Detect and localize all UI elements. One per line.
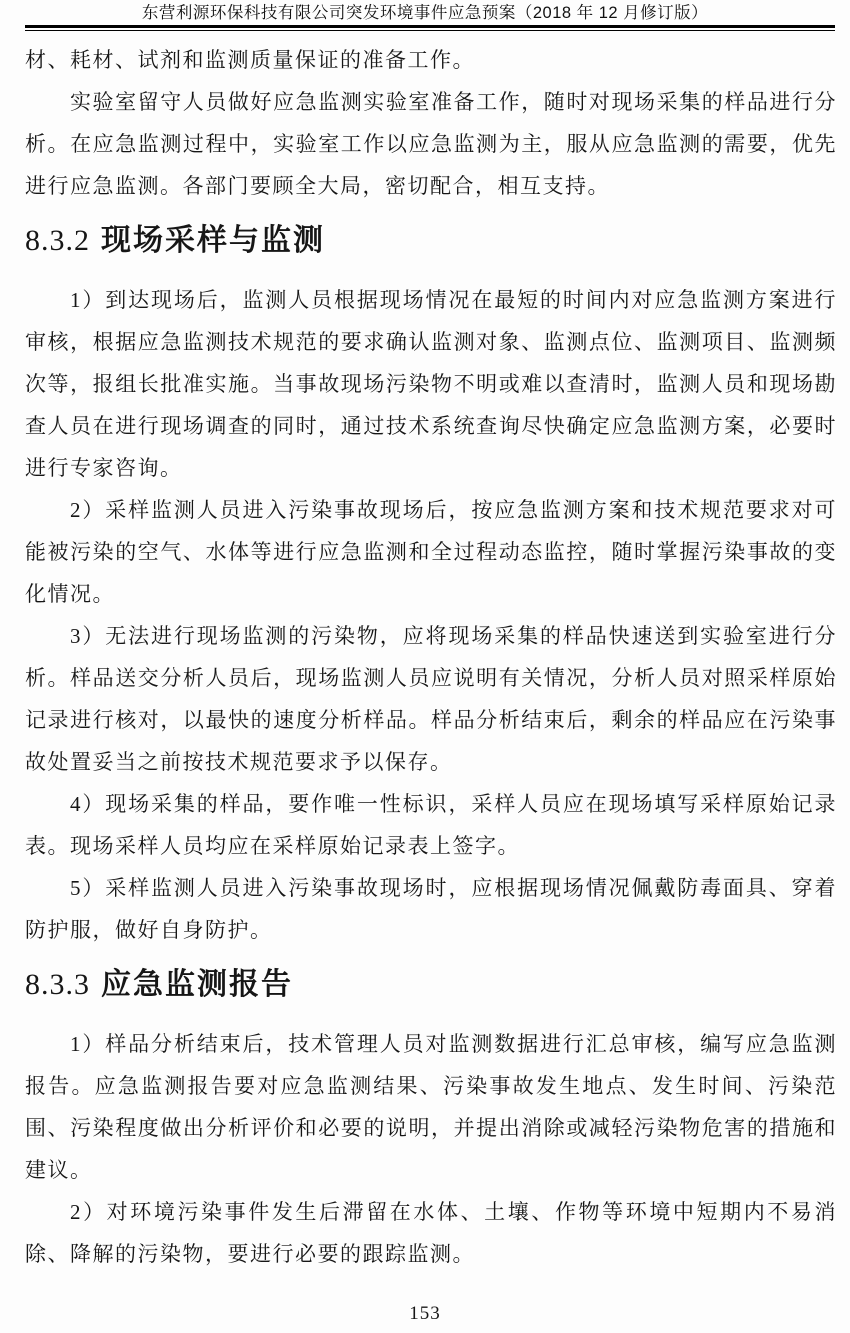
list-item: 1）样品分析结束后，技术管理人员对监测数据进行汇总审核，编写应急监测报告。应急监测报告要对应急监测结果、污染事故发生地点、发生时间、污染范围、污染程度做出分析评价和必要的说明，并提出消除或减轻污染物危害的措施和建议。 [25,1032,837,1182]
list-item: 4）现场采集的样品，要作唯一性标识，采样人员应在现场填写采样原始记录表。现场采样人员均应在采样原始记录表上签字。 [25,792,837,858]
page-header [0,0,850,31]
header-title: 东营利源环保科技有限公司突发环境事件应急预案（2018 年 12 月修订版） [141,4,709,22]
list-item: 3）无法进行现场监测的污染物，应将现场采集的样品快速送到实验室进行分析。样品送交分析人员后，现场监测人员应说明有关情况，分析人员对照采样原始记录进行核对，以最快的速度分析样品。样品分析结束后，剩余的样品应在污染事故处置妥当之前按技术规范要求予以保存。 [25,624,837,774]
list-item: 5）采样监测人员进入污染事故现场时，应根据现场情况佩戴防毒面具、穿着防护服，做好自身防护。 [25,876,837,942]
section-heading-833 [25,961,837,1009]
section-number: 8.3.3 [25,968,90,1001]
list-item: 1）到达现场后，监测人员根据现场情况在最短的时间内对应急监测方案进行审核，根据应急监测技术规范的要求确认监测对象、监测点位、监测项目、监测频次等，报组长批准实施。当事故现场污染物不明或难以查清时，监测人员和现场勘查人员在进行现场调查的同时，通过技术系统查询尽快确定应急监测方案，必要时进行专家咨询。 [25,288,837,480]
list-item: 2）对环境污染事件发生后滞留在水体、土壤、作物等环境中短期内不易消除、降解的污染物，要进行必要的跟踪监测。 [25,1200,837,1266]
page-number: 153 [409,1303,441,1324]
section-number: 8.3.2 [25,224,90,257]
document-body [25,31,837,1275]
section-heading-832 [25,217,837,265]
section-title: 应急监测报告 [101,968,293,1001]
list-item: 2）采样监测人员进入污染事故现场后，按应急监测方案和技术规范要求对可能被污染的空气、水体等进行应急监测和全过程动态监控，随时掌握污染事故的变化情况。 [25,498,837,606]
paragraph-continuation: 材、耗材、试剂和监测质量保证的准备工作。 [25,48,475,72]
page-footer [0,1303,850,1325]
section-title: 现场采样与监测 [101,224,325,257]
paragraph-laboratory: 实验室留守人员做好应急监测实验室准备工作，随时对现场采集的样品进行分析。在应急监测过程中，实验室工作以应急监测为主，服从应急监测的需要，优先进行应急监测。各部门要顾全大局，密切配合，相互支持。 [25,90,837,198]
